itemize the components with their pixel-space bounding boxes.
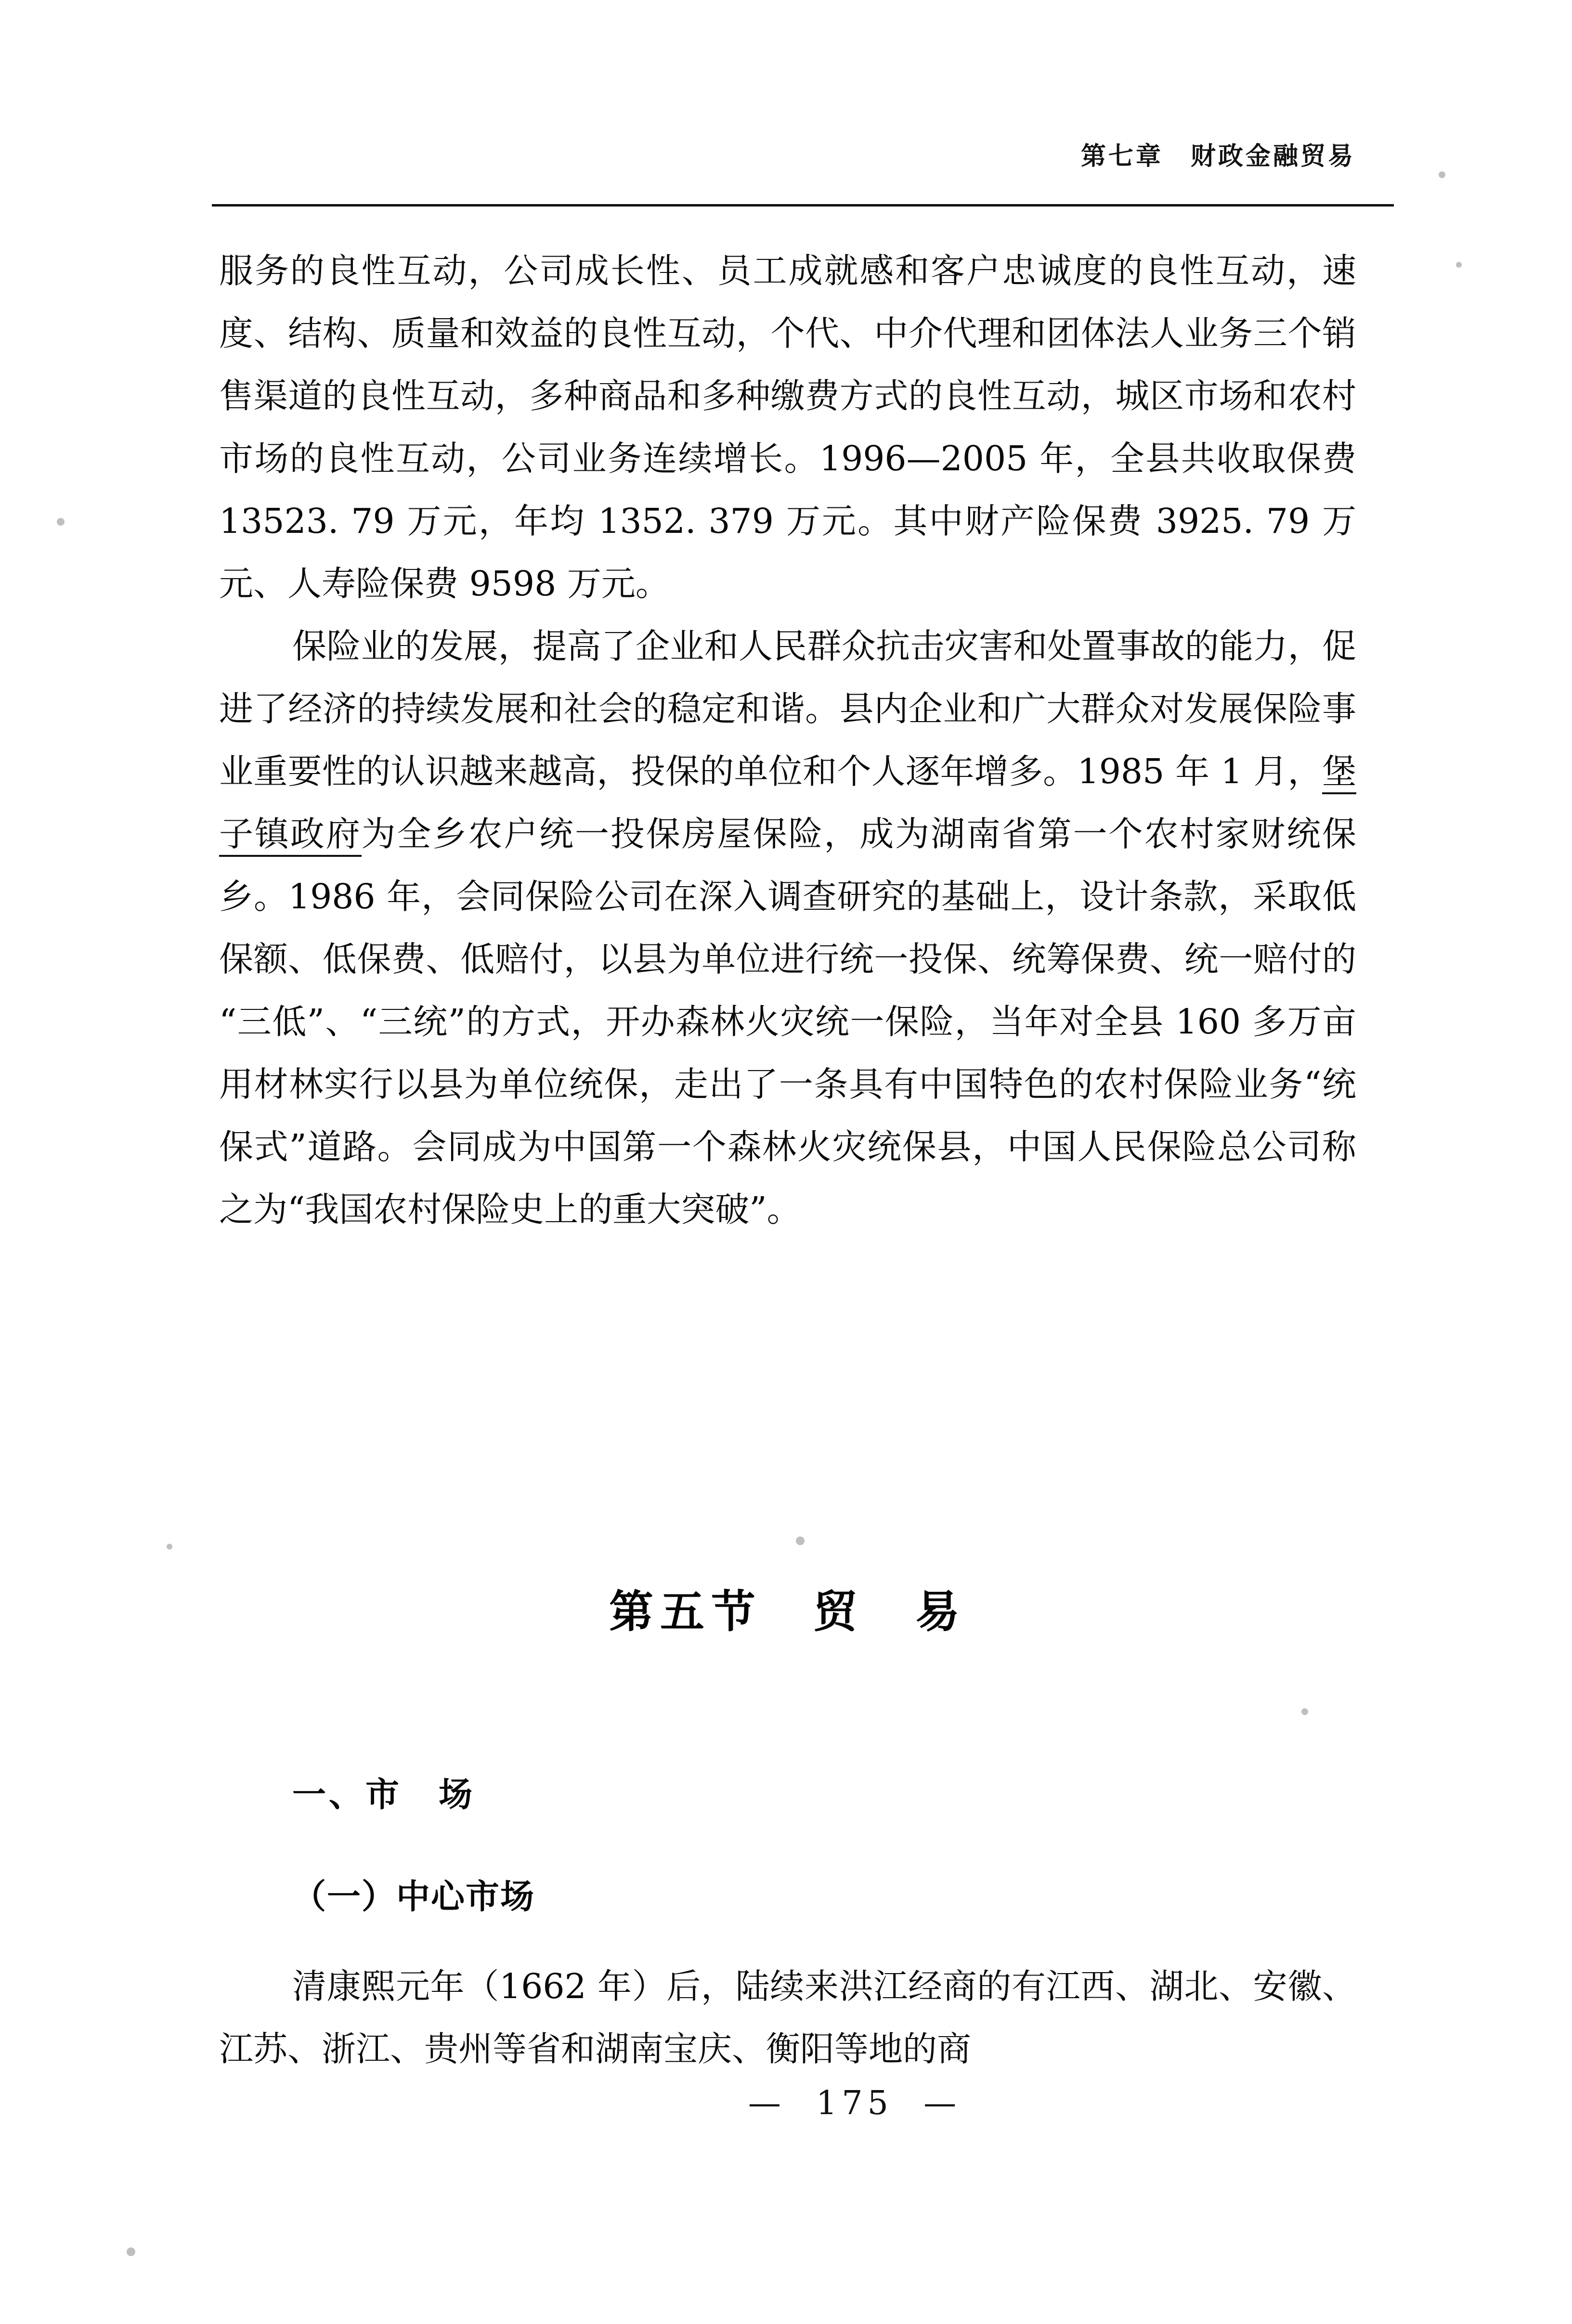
- scan-speckle: [1439, 171, 1445, 178]
- folio-number: — 175 —: [748, 2084, 961, 2122]
- scan-speckle: [1301, 1708, 1308, 1715]
- header-rule: [212, 204, 1394, 207]
- underlined-place-name: 堡子镇政府: [219, 751, 1356, 857]
- section-heading: 第五节 贸 易: [609, 1586, 966, 1638]
- paragraph-insurance-development: [219, 615, 1356, 1241]
- sub-heading-level-1: 一、市 场: [292, 1775, 475, 1814]
- paragraph-central-market: 清康熙元年（1662 年）后，陆续来洪江经商的有江西、湖北、安徽、江苏、浙江、贵州等省和湖南宝庆、衡阳等地的商: [219, 1966, 1356, 2069]
- text-segment: 为全乡农户统一投保房屋保险，成为湖南省第一个农村家财统保乡。1986 年，会同保险公司在深入调查研究的基础上，设计条款，采取低保额、低保费、低赔付，以县为单位进行统一投保、统筹保费、统一赔付的“三低”、“三统”的方式，开办森林火灾统一保险，当年对全县 160 多万亩用材林实行以县为单位统保，走出了一条具有中国特色的农村保险业务“统保式”道路。会同成为中国第一个森林火灾统保县，中国人民保险总公司称之为“我国农村保险史上的重大突破”。: [219, 814, 1356, 1229]
- running-head: 第七章 财政金融贸易: [1080, 142, 1355, 171]
- sub-heading-level-2: （一）中心市场: [292, 1877, 535, 1916]
- scan-speckle: [57, 518, 65, 526]
- main-text-column: [219, 240, 1356, 1241]
- scan-speckle: [127, 2247, 135, 2256]
- page-folio: [0, 2084, 1572, 2122]
- scan-speckle: [167, 1544, 172, 1549]
- paragraph-insurance-continued: 服务的良性互动，公司成长性、员工成就感和客户忠诚度的良性互动，速度、结构、质量和效益的良性互动，个代、中介代理和团体法人业务三个销售渠道的良性互动，多种商品和多种缴费方式的良性互动，城区市场和农村市场的良性互动，公司业务连续增长。1996—2005 年，全县共收取保费 13523. 79 万元，年均 1352. 379 万元。其中财产险保费 3925. 79 万元、人寿险保费 9598 万元。: [219, 251, 1356, 604]
- text-segment: 保险业的发展，提高了企业和人民群众抗击灾害和处置事故的能力，促进了经济的持续发展和社会的稳定和谐。县内企业和广大群众对发展保险事业重要性的认识越来越高，投保的单位和个人逐年增多。1985 年 1 月，: [219, 626, 1356, 791]
- trailing-text-column: [219, 1955, 1356, 2080]
- scan-speckle: [796, 1536, 805, 1545]
- scan-speckle: [1456, 262, 1462, 268]
